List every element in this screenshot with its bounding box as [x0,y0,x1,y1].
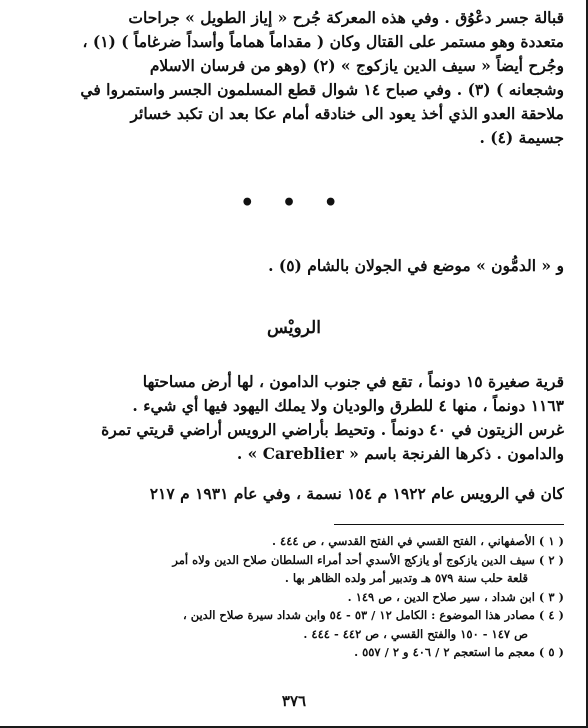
footnote: ( ٥ ) معجم ما استعجم ٢ / ٤٠٦ و ٢ / ٥٥٧ . [354,645,564,659]
page-number: ٣٧٦ [281,692,307,710]
text-line: ١١٦٣ دونماً ، منها ٤ للطرق والوديان ولا يملك اليهود فيها أي شيء . [132,396,564,415]
paragraph-dammun [16,254,564,278]
paragraph-battle [16,6,564,150]
text-line: قرية صغيرة ١٥ دونماً ، تقع في جنوب الدامون ، لها أرض مساحتها [142,372,564,391]
section-separator: • • • [240,190,348,216]
text-line: كان في الرويس عام ١٩٢٢ م ١٥٤ نسمة ، وفي عام ١٩٣١ م ٢١٧ [149,484,564,503]
footnote: ( ٤ ) مصادر هذا الموضوع : الكامل ١٢ / ٥٣ - ٥٤ وابن شداد سيرة صلاح الدين ، [183,608,564,622]
paragraph-village-description [16,370,564,466]
text-line: وجُرح أيضاً « سيف الدين يازكوج » (٢) (وهو من فرسان الاسلام [149,56,564,75]
footnotes [16,532,564,662]
text-line: غرس الزيتون في ٤٠ دونماً . وتحيط بأراضي الرويس أراضي قريتي تمرة [101,420,564,439]
text-line: وشجعانه ) (٣) . وفي صباح ١٤ شوال قطع المسلمون الجسر واستمروا في [80,80,564,99]
footnote-continuation: ص ١٤٧ - ١٥٠ والفتح القسي ، ص ٤٤٢ - ٤٤٤ . [303,626,528,641]
text-line: قبالة جسر دعْوُق . وفي هذه المعركة جُرح « إياز الطويل » جراحات [128,8,564,27]
paragraph-population [16,482,564,506]
footnote: ( ٣ ) ابن شداد ، سير صلاح الدين ، ص ١٤٩ . [347,589,564,604]
text-line: والدامون . ذكرها الفرنجة باسم « Careblier » . [236,444,564,463]
text-line: جسيمة (٤) . [479,128,564,147]
footnote: ( ٢ ) سيف الدين يازكوج أو يازكج الأسدي أحد أمراء السلطان صلاح الدين ولاه أمر [172,552,564,567]
section-title: الرويْس [267,318,321,338]
footnote-divider [334,524,564,525]
footnote-continuation: قلعة حلب سنة ٥٧٩ هـ وتدبير أمر ولده الظاهر بها . [284,571,528,585]
text-line: و « الدمُّون » موضع في الجولان بالشام (٥) . [268,256,564,275]
text-line: ملاحقة العدو الذي أخذ يعود الى خنادقه أمام عكا بعد ان تكبد خسائر [130,104,564,123]
text-line: متعددة وهو مستمر على القتال وكان ( مقداماً هماماً وأسداً ضرغاماً ) (١) ، [82,32,564,51]
footnote: ( ١ ) الأصفهاني ، الفتح القسي في الفتح القدسي ، ص ٤٤٤ . [272,534,564,548]
